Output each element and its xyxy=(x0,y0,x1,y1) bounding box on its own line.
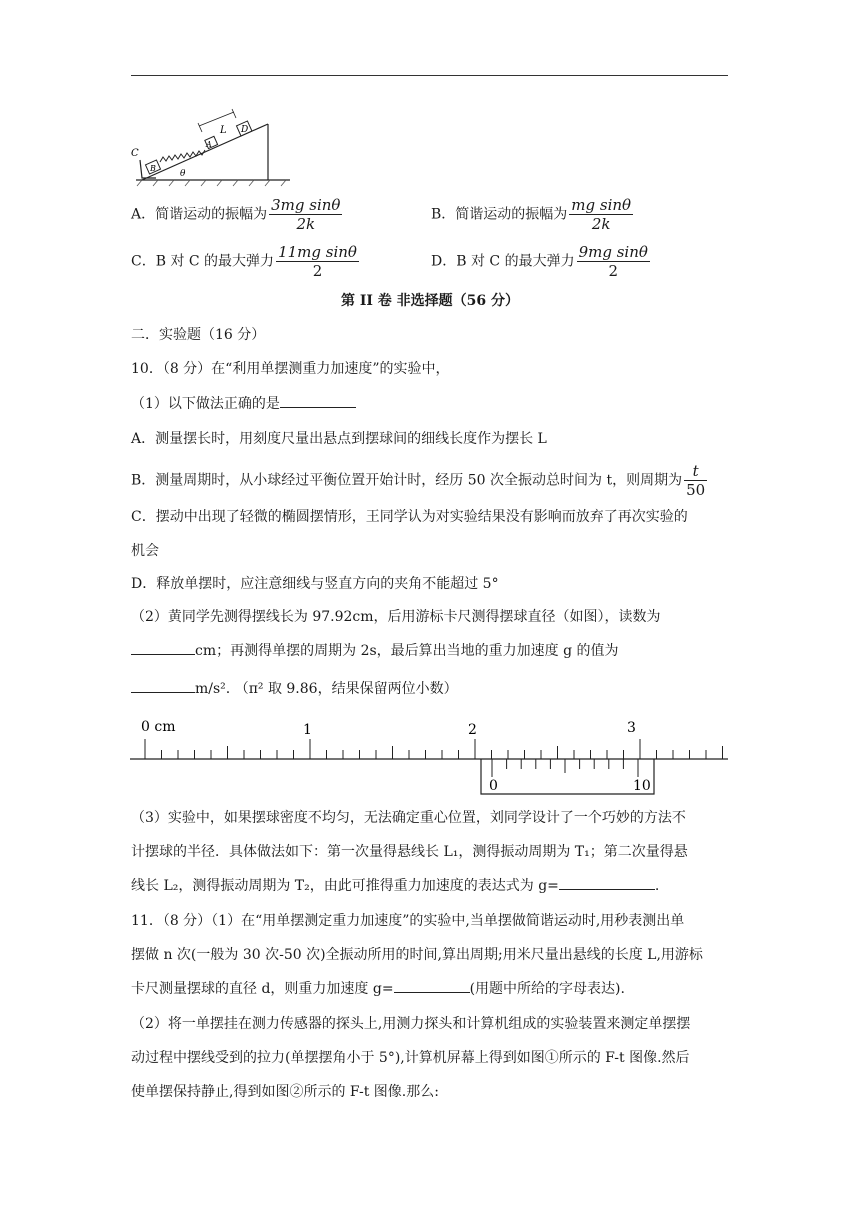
q11-line2: 摆做 n 次(一般为 30 次-50 次)全振动所用的时间,算出周期;用米尺量出悬线的长度 L,用游标 xyxy=(131,947,703,963)
label-c: C xyxy=(131,148,139,159)
option-c: C．B 对 C 的最大弹力 $\frac{\text{11mg sinθ}}{2}$ xyxy=(131,243,357,280)
label-b: B xyxy=(150,164,156,173)
answer-blank[interactable] xyxy=(131,678,195,693)
answer-blank[interactable] xyxy=(394,978,470,993)
section-heading: 二．实验题（16 分） xyxy=(131,327,266,343)
q11-line4: （2）将一单摆挂在测力传感器的探头上,用测力探头和计算机组成的实验装置来测定单摆摆 xyxy=(131,1016,691,1032)
main-label-0: 0 cm xyxy=(141,719,176,735)
q10-part2-line3: m/s². （π² 取 9.86，结果保留两位小数） xyxy=(131,678,458,700)
option-d: D．B 对 C 的最大弹力 $\frac{\text{9mg sinθ}}{2}$ xyxy=(431,243,648,280)
q9-options-row2 xyxy=(131,243,731,287)
section-title: 第 II 卷 非选择题（56 分） xyxy=(340,293,520,309)
q9-options-row1 xyxy=(131,196,731,240)
option-a: A．简谐运动的振幅为 $\frac{\text{3mg sinθ}}{2k}$ xyxy=(131,196,341,233)
q10-option-d: D．释放单摆时，应注意细线与竖直方向的夹角不能超过 5° xyxy=(131,576,499,592)
q11-line5: 动过程中摆线受到的拉力(单摆摆角小于 5°),计算机屏幕上得到如图①所示的 F-t 图像.然后 xyxy=(131,1050,690,1066)
q10-part1: （1）以下做法正确的是 xyxy=(131,393,356,415)
q10-option-c-line1: C．摆动中出现了轻微的椭圆摆情形，王同学认为对实验结果没有影响而放弃了再次实验的 xyxy=(131,509,688,525)
q11-line6: 使单摆保持静止,得到如图②所示的 F-t 图像.那么: xyxy=(131,1084,439,1100)
q10-part3-line1: （3）实验中，如果摆球密度不均匀，无法确定重心位置，刘同学设计了一个巧妙的方法不 xyxy=(131,810,686,826)
q11-line3: 卡尺测量摆球的直径 d，则重力加速度 g= (用题中所给的字母表达). xyxy=(131,978,625,1000)
header-rule xyxy=(131,75,728,76)
q11-line1: 11．（8 分）（1）在“用单摆测定重力加速度”的实验中,当单摆做简谐运动时,用秒表测出单 xyxy=(131,913,685,929)
vernier-label-0: 0 xyxy=(489,778,498,794)
q10-stem: 10．（8 分）在“利用单摆测重力加速度”的实验中， xyxy=(131,361,450,377)
option-b: B．简谐运动的振幅为 $\frac{\text{mg sinθ}}{2k}$ xyxy=(431,196,632,233)
q10-part3-line2: 计摆球的半径．具体做法如下：第一次量得悬线长 L₁，测得振动周期为 T₁；第二次量得悬 xyxy=(131,844,688,860)
q10-part3-line3: 线长 L₂，测得振动周期为 T₂，由此可推得重力加速度的表达式为 g= . xyxy=(131,875,659,897)
incline-spring-figure xyxy=(128,104,298,190)
q10-part2-line2: cm；再测得单摆的周期为 2s，最后算出当地的重力加速度 g 的值为 xyxy=(131,640,619,662)
q10-option-a: A．测量摆长时，用刻度尺量出悬点到摆球间的细线长度作为摆长 L xyxy=(131,431,547,447)
answer-blank[interactable] xyxy=(559,875,655,890)
label-l: L xyxy=(220,125,227,136)
vernier-label-10: 10 xyxy=(633,778,651,794)
label-a: A xyxy=(206,140,212,149)
label-theta: θ xyxy=(180,169,186,179)
main-label-1: 1 xyxy=(303,722,312,738)
answer-blank[interactable] xyxy=(280,393,356,408)
main-label-3: 3 xyxy=(627,720,636,736)
main-label-2: 2 xyxy=(468,722,477,738)
q10-option-c-line2: 机会 xyxy=(131,543,159,559)
q10-option-b: B．测量周期时，从小球经过平衡位置开始计时，经历 50 次全振动总时间为 t，则周期为 $\frac{t}{50}$ xyxy=(131,462,706,499)
answer-blank[interactable] xyxy=(131,640,195,655)
q10-part2-line1: （2）黄同学先测得摆线长为 97.92cm，后用游标卡尺测得摆球直径（如图），读数为 xyxy=(131,609,661,625)
vernier-caliper-figure xyxy=(128,715,733,797)
label-d: D xyxy=(241,125,249,135)
